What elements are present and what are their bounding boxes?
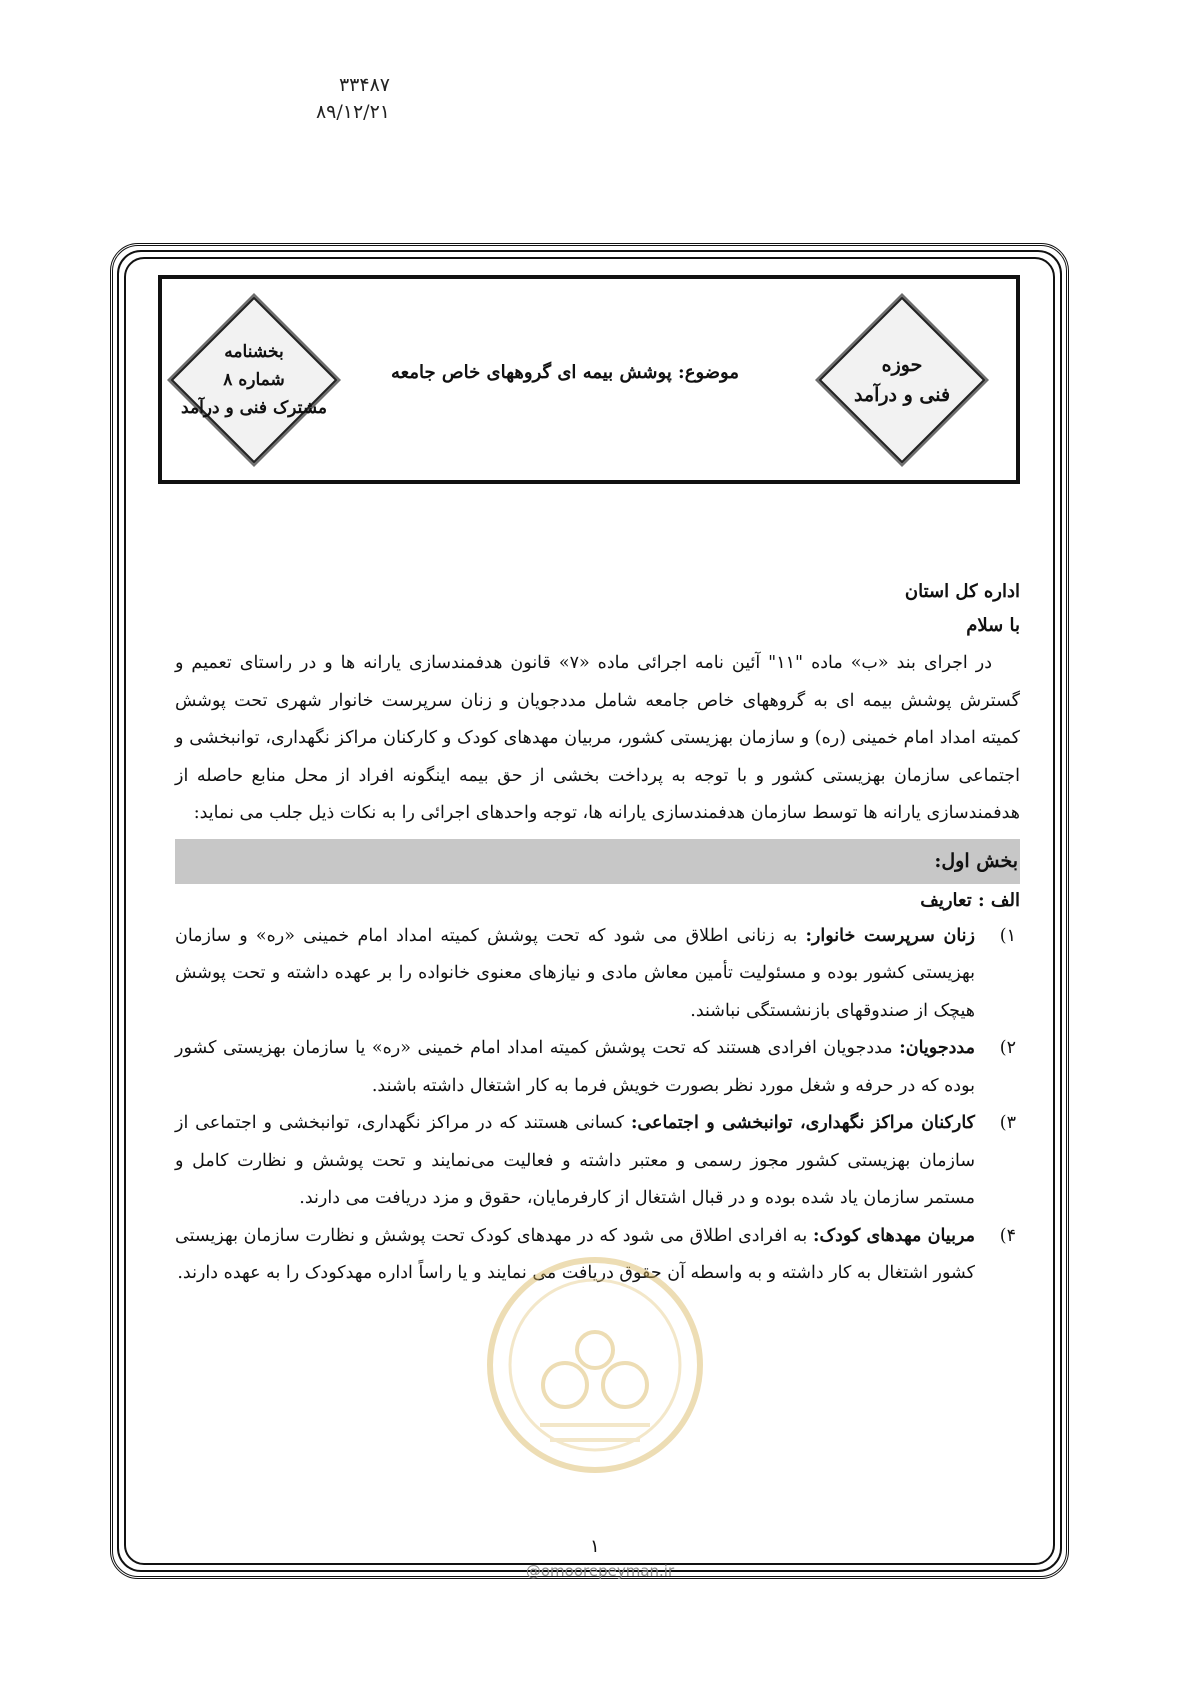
definition-item [175, 1105, 1020, 1218]
item-term: مربیان مهدهای کودک: [813, 1225, 975, 1246]
item-number: ۲) [999, 1038, 1016, 1058]
item-number: ۱) [999, 925, 1016, 946]
badge-line-department: فنی و درآمد [853, 384, 951, 406]
addressee: اداره کل استان [904, 581, 1020, 602]
page-number: ۱ [590, 1536, 600, 1557]
subject-title: موضوع: پوشش بیمه ای گروههای خاص جامعه [391, 362, 739, 383]
item-term: زنان سرپرست خانوار: [805, 925, 976, 946]
letter-body [175, 575, 1020, 1293]
definition-item [175, 1030, 1020, 1105]
subsection-heading: الف : تعاریف [920, 889, 1020, 911]
watermark-text: @omoorepeyman.ir [525, 1562, 675, 1580]
badge-line-area: حوزه [881, 354, 923, 376]
badge-line-department: مشترک فنی و درآمد [181, 398, 327, 418]
item-text: کسانی هستند که در مراکز نگهداری، توانبخشی و اجتماعی از سازمان بهزیستی کشور مجوز رسمی و معتبر داشته و فعالیت می‌نمایند و تحت پوشش و نظارت کامل و مستمر سازمان یاد شده بوده و در قبال اشتغال از کارفرمایان، حقوق و مزد دریافت می دارند. [175, 1113, 975, 1208]
item-term: مددجویان: [899, 1038, 975, 1058]
item-text: به زنانی اطلاق می شود که تحت پوشش کمیته امداد امام خمینی «ره» و سازمان بهزیستی کشور بوده و مسئولیت تأمین معاش مادی و نیازهای معنوی خانواده را بر عهده داشته و تحت پوشش هیچک از صندوقهای بازنشستگی نباشند. [175, 925, 975, 1021]
seal-watermark-icon [480, 1250, 710, 1480]
badge-line-title: بخشنامه [224, 342, 284, 362]
section-heading: بخش اول: [175, 839, 1020, 884]
item-text: به افرادی اطلاق می شود که در مهدهای کودک تحت پوشش و نظارت سازمان بهزیستی کشور اشتغال به کار داشته و به واسطه آن حقوق دریافت می نمایند و یا راساً اداره مهدکودک را به عهده دارند. [175, 1225, 975, 1283]
intro-paragraph: در اجرای بند «ب» ماده "۱۱" آئین نامه اجرائی ماده «۷» قانون هدفمندسازی یارانه ها و در راستای تعمیم و گسترش پوشش بیمه ای به گروههای خاص جامعه شامل مددجویان و زنان سرپرست خانوار شهری تحت پوشش کمیته امداد امام خمینی (ره) و سازمان بهزیستی کشور، مربیان مهدهای کودک و کارکنان مراکز نگهداری، توانبخشی و اجتماعی سازمان بهزیستی کشور و با توجه به پرداخت بخشی از حق بیمه اینگونه افراد از محل منابع حاصله از هدفمندسازی یارانه ها توسط سازمان هدفمندسازی یارانه ها، توجه واحدهای اجرائی را به نکات ذیل جلب می نماید: [175, 653, 1020, 823]
item-term: کارکنان مراکز نگهداری، توانبخشی و اجتماعی: [630, 1113, 975, 1133]
letter-number: ۳۳۴۸۷ [338, 74, 390, 96]
item-number: ۴) [999, 1225, 1016, 1246]
greeting: با سلام [966, 615, 1020, 636]
circular-badge [164, 290, 344, 470]
department-badge [812, 290, 992, 470]
letter-date: ۸۹/۱۲/۲۱ [315, 101, 390, 123]
item-number: ۳) [999, 1113, 1016, 1133]
item-text: مددجویان افرادی هستند که تحت پوشش کمیته امداد امام خمینی «ره» یا سازمان بهزیستی کشور بوده که در حرفه و شغل مورد نظر بصورت خویش فرما به کار اشتغال داشته باشند. [175, 1038, 975, 1096]
definition-item [175, 918, 1020, 1031]
badge-line-number: شماره ۸ [223, 370, 285, 390]
letter-meta [280, 72, 390, 126]
